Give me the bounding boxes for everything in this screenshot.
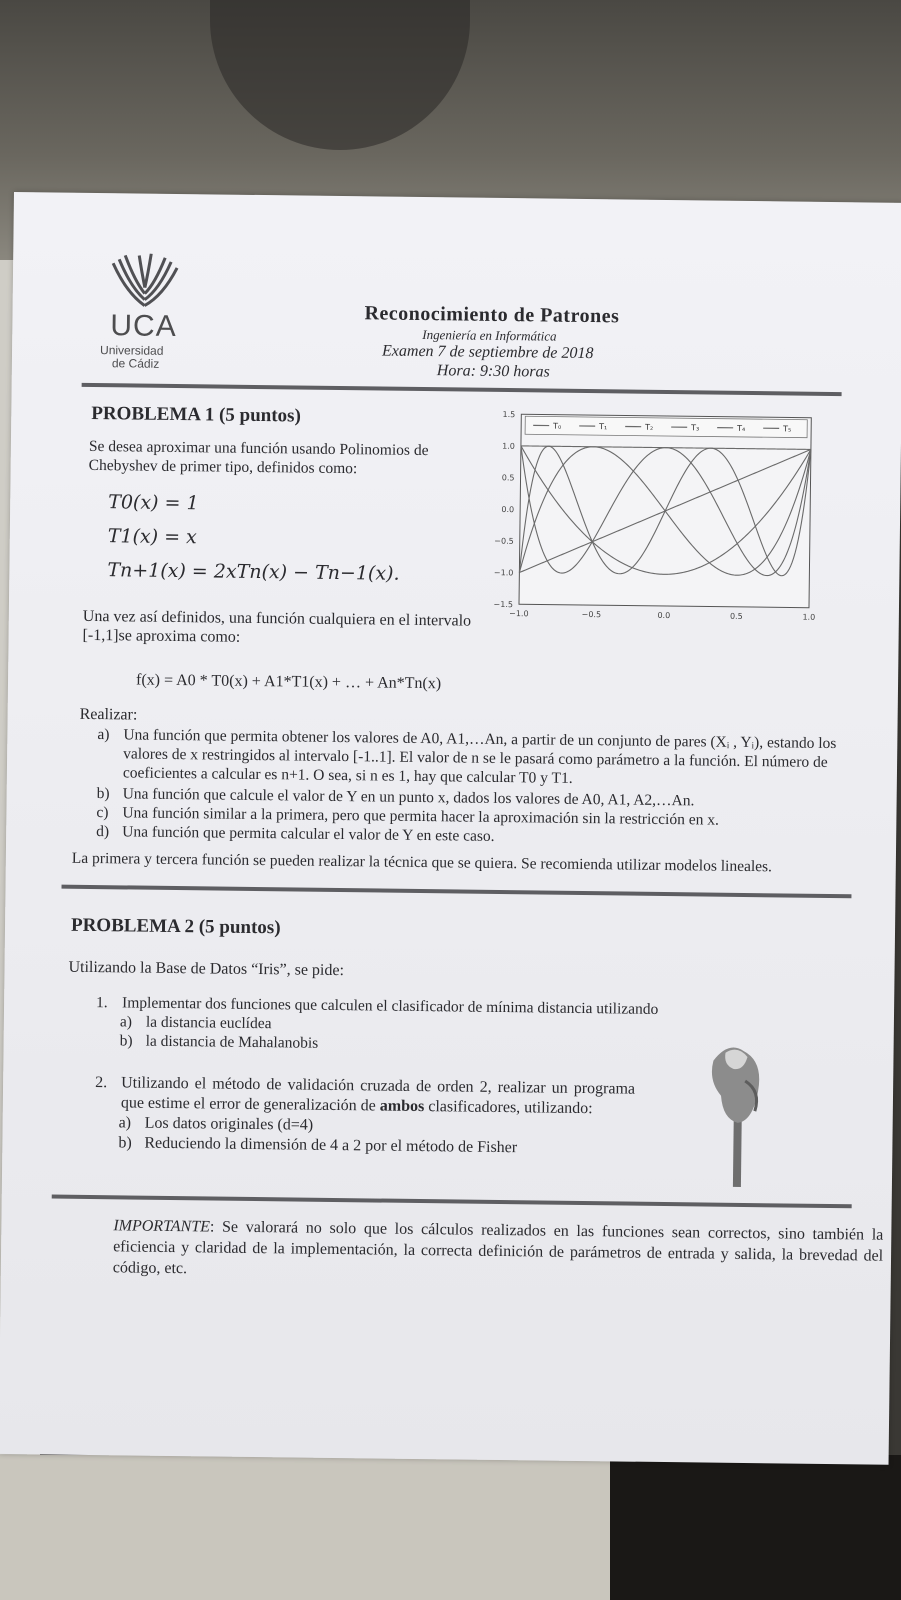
chart-legend-box: [525, 416, 807, 437]
university-name-line2: de Cádiz: [111, 356, 160, 371]
equation-t0: T0(x) = 1: [108, 491, 199, 515]
task-b-text: Una función que calcule el valor de Y en un punto x, dados los valores de A0, A1, A2,…An.: [122, 785, 695, 810]
x-tick-label: 0.0: [657, 610, 671, 621]
legend-label: T₅: [783, 424, 792, 434]
task-b-label: b): [96, 785, 110, 803]
legend-label: T₁: [599, 422, 608, 432]
problem1-heading: PROBLEMA 1 (5 puntos): [91, 402, 301, 427]
problem2-item2-sub-b-text: Reduciendo la dimensión de 4 a 2 por el método de Fisher: [144, 1134, 518, 1157]
y-tick-label: −1.5: [493, 599, 514, 610]
university-name-line1: Universidad: [99, 343, 164, 358]
tasks-label: Realizar:: [79, 705, 138, 724]
exam-sheet: [0, 192, 901, 1465]
uca-logo-icon: [109, 253, 182, 312]
task-d-label: d): [96, 823, 110, 841]
equation-t1: T1(x) = x: [107, 525, 197, 549]
approximation-formula: f(x) = A0 * T0(x) + A1*T1(x) + … + An*Tn(x): [135, 671, 442, 693]
problem2-heading: PROBLEMA 2 (5 puntos): [70, 914, 281, 939]
legend-label: T₂: [645, 422, 654, 432]
equation-recurrence: Tn+1(x) = 2xTn(x) − Tn−1(x).: [107, 559, 400, 585]
background-bottom-right: [610, 1455, 901, 1600]
background-bottom-left: [0, 1455, 610, 1600]
y-tick-label: 1.0: [502, 441, 515, 451]
y-tick-label: 0.0: [501, 504, 515, 515]
problem1-task-list: [96, 725, 837, 850]
important-text: : Se valorará no solo que los cálculos realizados en las funciones sean correctos, sino también la eficiencia y claridad de la implementación, la correcta definición de parámetros de entrada y salida, la brevedad del código, etc.: [112, 1218, 884, 1278]
legend-label: T₀: [553, 421, 562, 431]
problem2-item2-bold: ambos: [379, 1097, 425, 1116]
y-tick-label: −0.5: [494, 536, 514, 546]
y-tick-label: 0.5: [501, 473, 515, 483]
problem2-intro: Utilizando la Base de Datos “Iris”, se pide:: [68, 958, 345, 980]
problem2-item1-sub-a-label: a): [119, 1013, 133, 1031]
problem2-item2-sub-a-text: Los datos originales (d=4): [144, 1114, 314, 1134]
y-tick-label: 1.5: [502, 409, 516, 420]
problem2-item2-label: 2.: [95, 1074, 108, 1092]
legend-label: T₃: [691, 423, 700, 433]
problem2-item1: [96, 993, 797, 1059]
task-a-text: Una función que permita obtener los valores de A0, A1,…An, a partir de un conjunto de pares (Xᵢ , Yᵢ), estando los valores de x restringidos al intervalo [-1..1]. El valor de n se le pasará como parámetro a la función. El número de coeficientes a calcular es n+1. O sea, si n es 1, hay que calcular T0 y T1.: [122, 726, 837, 787]
problem2-item2-sub-b-label: b): [118, 1134, 132, 1152]
problem2-item2: [94, 1073, 635, 1160]
x-tick-label: 0.5: [729, 611, 743, 621]
task-a: [97, 725, 838, 791]
task-c-text: Una función similar a la primera, pero que permita hacer la aproximación sin la restricción en x.: [122, 804, 719, 829]
course-title: Reconocimiento de Patrones: [364, 302, 620, 328]
problem2-item1-sub-a-text: la distancia euclídea: [145, 1013, 272, 1033]
problem2-item2-text-a: Utilizando el método de validación cruzada de orden 2, realizar un programa que estime el error de generalización de: [120, 1074, 636, 1115]
problem1-approximation-text: Una vez así definidos, una función cualquiera en el intervalo [-1,1]se aproxima como:: [82, 607, 472, 646]
exam-time: Hora: 9:30 horas: [436, 362, 550, 381]
degree-name: Ingeniería en Informática: [422, 326, 557, 344]
problem1-note: La primera y tercera función se pueden realizar la técnica que se quiera. Se recomienda utilizar modelos lineales.: [71, 849, 773, 876]
x-tick-label: −1.0: [509, 609, 529, 619]
problem2-item2-line: [95, 1073, 635, 1120]
chebyshev-chart: [479, 398, 822, 632]
important-label: IMPORTANTE: [113, 1217, 211, 1236]
legend-label: T₄: [737, 423, 746, 433]
x-tick-label: 1.0: [802, 612, 816, 622]
task-a-label: a): [97, 726, 110, 744]
task-c-label: c): [96, 804, 109, 822]
problem2-item1-text: Implementar dos funciones que calculen el clasificador de mínima distancia utilizando: [121, 994, 659, 1018]
section-divider-1: [61, 885, 851, 899]
y-tick-label: −1.0: [493, 568, 514, 578]
important-note: [113, 1215, 884, 1287]
problem1-intro: Se desea aproximar una función usando Polinomios de Chebyshev de primer tipo, definidos como:: [88, 437, 429, 478]
section-divider-2: [52, 1195, 852, 1209]
exam-date: Examen 7 de septiembre de 2018: [381, 342, 594, 363]
problem2-item1-label: 1.: [95, 994, 108, 1012]
task-d-text: Una función que permita calcular el valor de Y en este caso.: [122, 823, 495, 845]
university-logo-text: UCA: [110, 309, 177, 343]
problem2-item2-sub-a-label: a): [118, 1114, 132, 1132]
header-divider: [82, 383, 842, 396]
problem2-item1-sub-b-label: b): [119, 1032, 133, 1050]
iris-flower-icon: [702, 1040, 774, 1191]
problem2-item2-text-b: clasificadores, utilizando:: [424, 1098, 593, 1118]
problem2-item1-sub-b-text: la distancia de Mahalanobis: [145, 1032, 319, 1052]
x-tick-label: −0.5: [581, 609, 602, 620]
